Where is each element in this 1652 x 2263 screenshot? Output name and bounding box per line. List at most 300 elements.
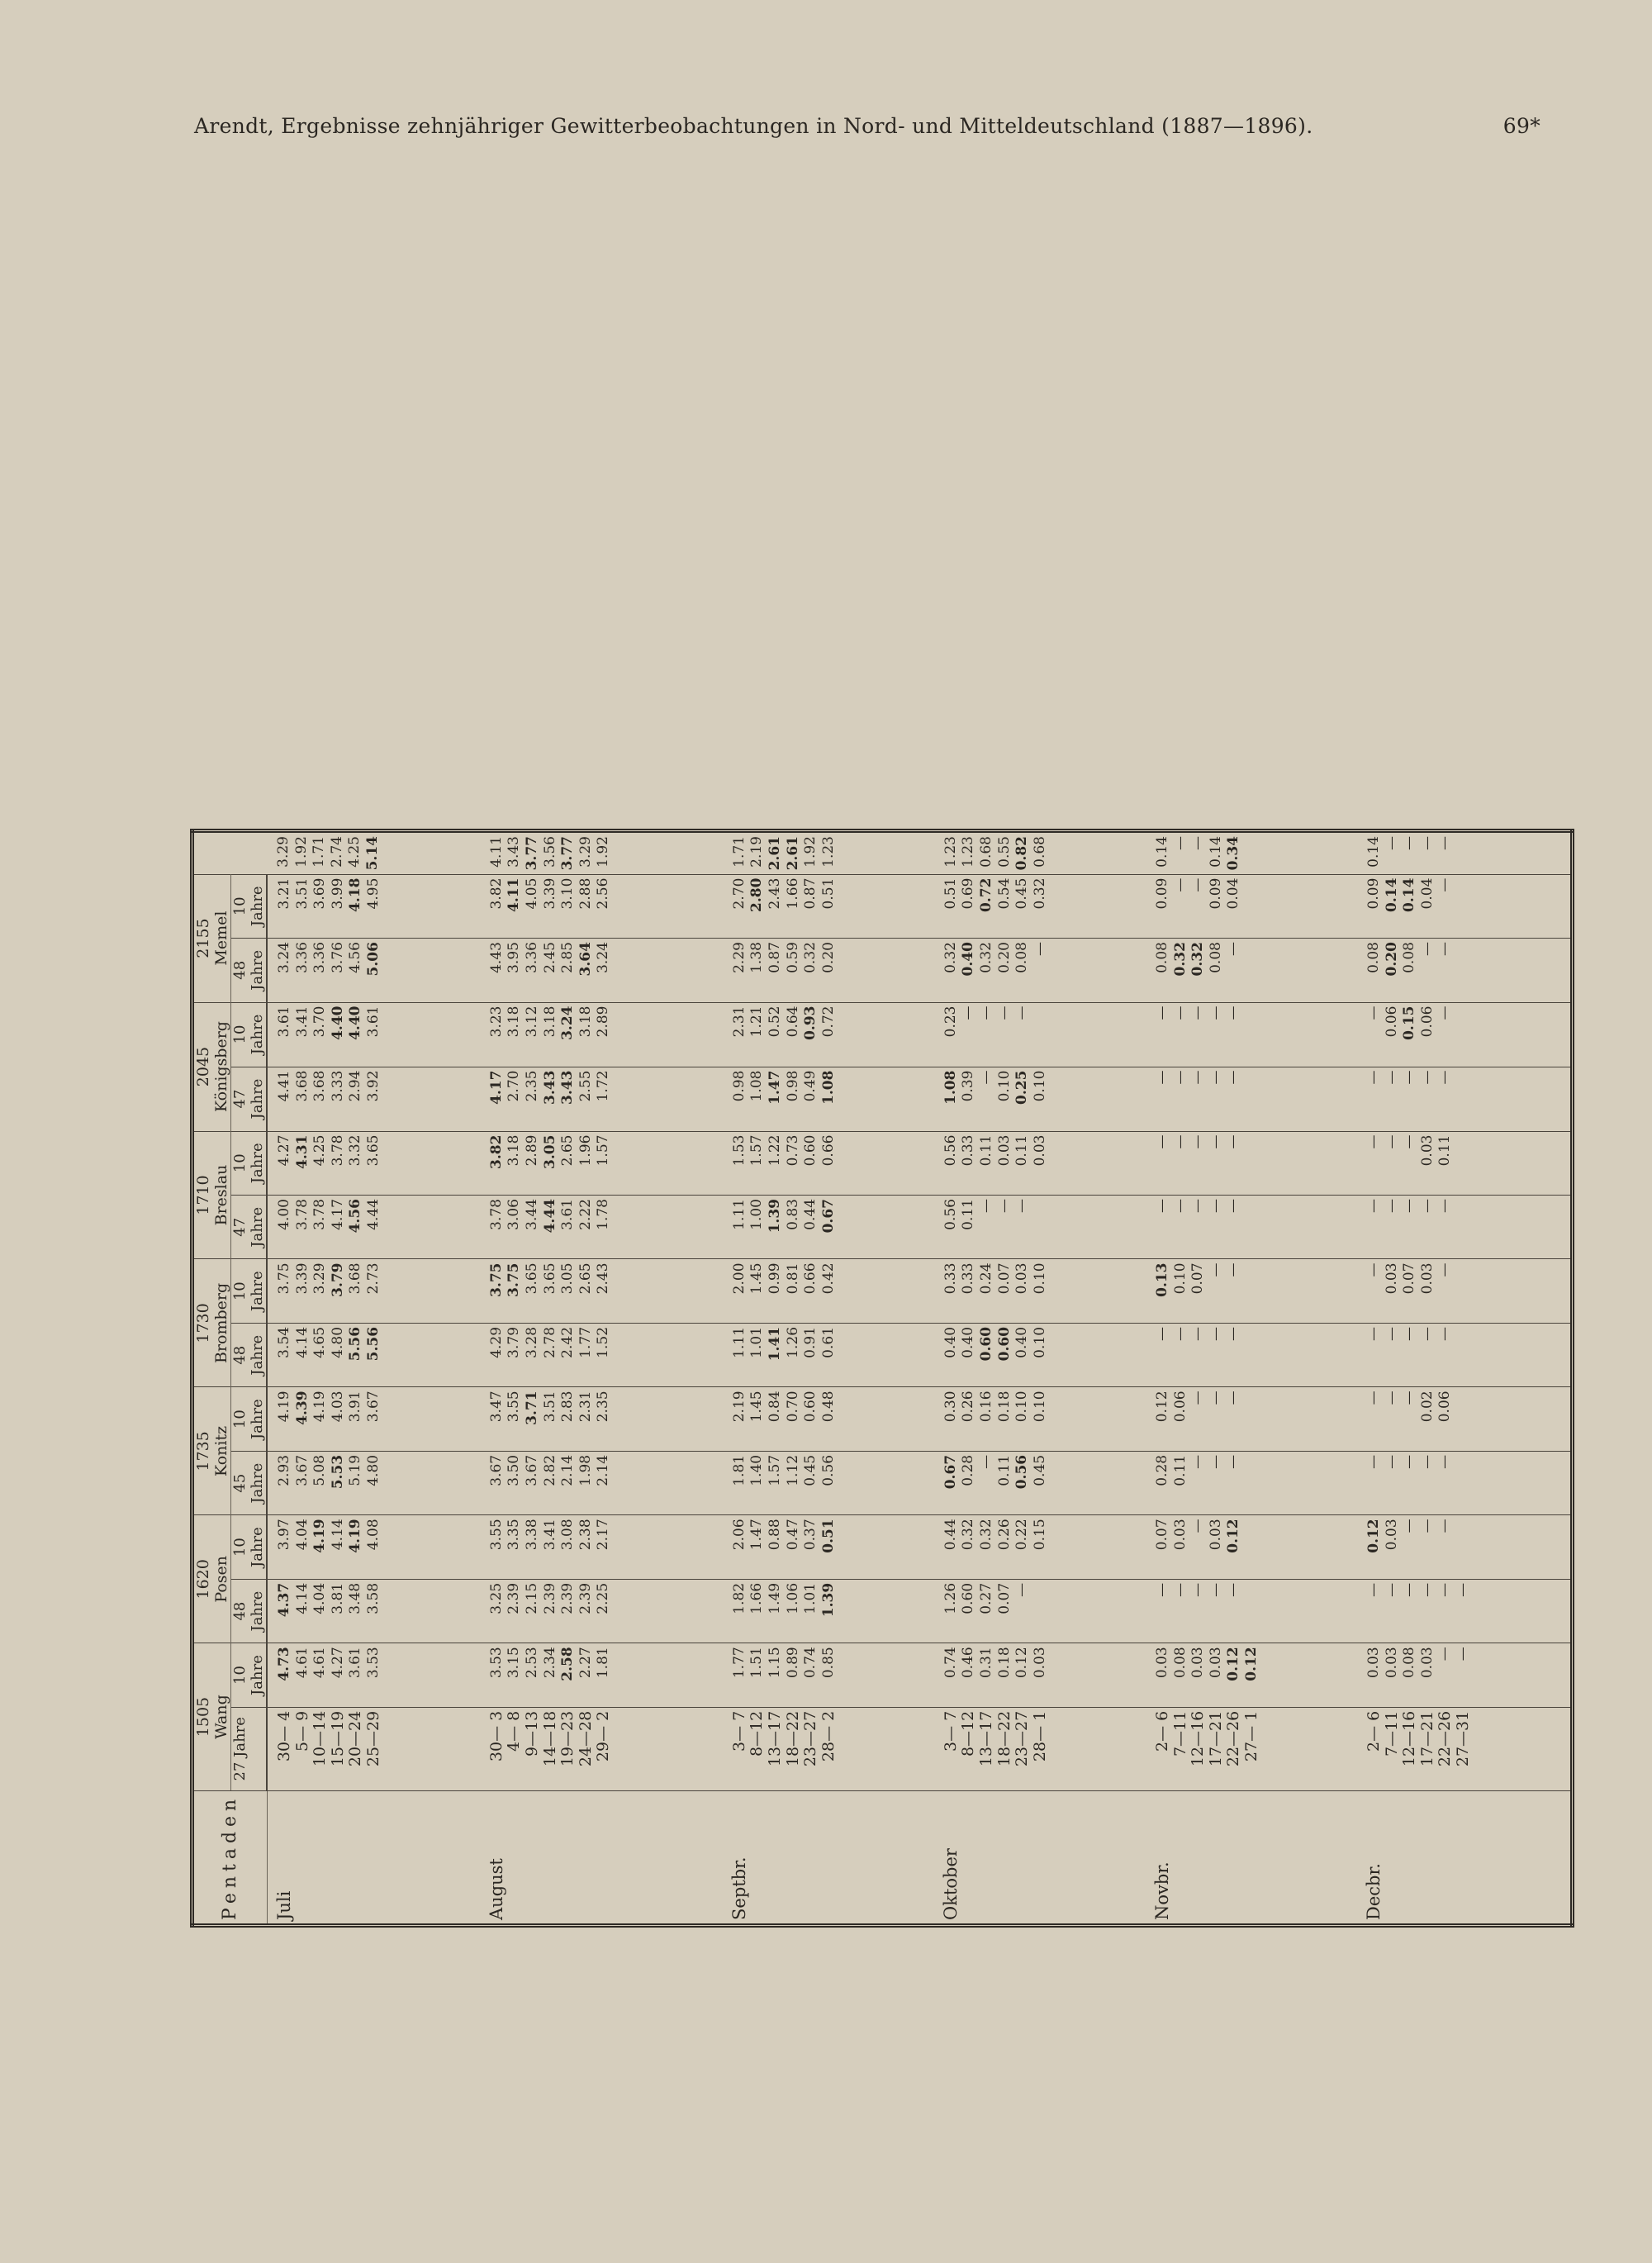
value-cell: 0.82 — [1014, 836, 1031, 871]
value-cell: 3.77 — [524, 836, 540, 871]
value-column — [1357, 1451, 1573, 1514]
pentad-label: 22—26 — [1436, 1710, 1455, 1767]
value-cell: 3.05 — [559, 1262, 577, 1295]
value-cell: 3.68 — [347, 1262, 364, 1295]
value-cell: — — [1383, 1391, 1400, 1405]
month-group-row — [267, 831, 480, 1926]
value-cell: 3.95 — [506, 942, 523, 973]
value-cell: 3.18 — [541, 1006, 558, 1038]
value-cell: 1.71 — [311, 836, 328, 868]
value-cell: 3.47 — [487, 1391, 505, 1423]
value-cell: — — [1365, 1006, 1382, 1020]
value-cell: 3.43 — [541, 1070, 558, 1105]
value-cell: 1.57 — [767, 1454, 784, 1486]
value-cell: 4.44 — [541, 1199, 558, 1234]
value-cell: 2.19 — [730, 1391, 748, 1423]
value-cell: 2.19 — [748, 836, 766, 868]
value-cell: 2.25 — [595, 1582, 612, 1614]
value-cell — [1455, 1519, 1473, 1575]
value-cell: 0.44 — [802, 1199, 819, 1230]
month-group-row — [1146, 831, 1357, 1926]
value-column — [1357, 1387, 1573, 1451]
value-cell: 3.71 — [524, 1391, 540, 1425]
value-column — [1146, 1387, 1357, 1451]
pentad-label: 20—24 — [346, 1710, 365, 1767]
value-cell: 0.12 — [1014, 1647, 1031, 1679]
value-cell: 0.56 — [819, 1454, 837, 1486]
value-cell — [1032, 1583, 1050, 1639]
value-cell: — — [1401, 1134, 1418, 1149]
value-column — [723, 874, 934, 938]
value-cell: 2.61 — [784, 836, 801, 871]
value-cell: — — [1365, 1326, 1382, 1341]
value-cell: 3.56 — [541, 836, 558, 868]
pentad-label: 23—27 — [801, 1710, 820, 1767]
value-cell: 0.33 — [942, 1262, 959, 1295]
value-cell: 3.61 — [347, 1647, 364, 1679]
value-cell: 0.73 — [784, 1134, 801, 1167]
value-column — [723, 1515, 934, 1579]
value-cell: — — [1365, 1199, 1382, 1214]
value-cell: 4.44 — [364, 1199, 382, 1230]
value-column — [1146, 1002, 1357, 1067]
value-cell: 0.12 — [1153, 1391, 1170, 1423]
value-cell: 0.51 — [819, 877, 837, 910]
value-column — [1146, 831, 1357, 875]
value-cell: 2.35 — [524, 1070, 540, 1102]
value-cell: 0.03 — [1031, 1647, 1048, 1679]
value-cell: 1.82 — [730, 1582, 748, 1614]
value-cell: 1.01 — [748, 1326, 766, 1358]
value-cell: 0.84 — [767, 1391, 784, 1423]
value-column — [267, 1196, 480, 1259]
value-cell: 3.38 — [524, 1519, 540, 1551]
value-cell — [1455, 1455, 1473, 1511]
value-cell: 1.66 — [784, 877, 801, 910]
value-cell: 3.79 — [506, 1326, 523, 1358]
value-cell: 2.82 — [541, 1454, 558, 1486]
value-cell: 4.61 — [311, 1647, 329, 1679]
value-cell: 3.39 — [293, 1262, 311, 1295]
value-cell: — — [1189, 1582, 1207, 1597]
value-cell: 0.32 — [1171, 942, 1189, 977]
pentaden-header: Pentaden — [192, 1790, 268, 1925]
value-cell: 0.54 — [995, 877, 1013, 910]
pentad-label: 30— 3 — [487, 1710, 506, 1762]
value-cell: — — [1401, 1199, 1418, 1214]
value-cell: 2.85 — [559, 942, 577, 973]
value-cell — [1455, 1327, 1473, 1383]
value-cell: 2.39 — [541, 1582, 558, 1614]
value-cell: 2.14 — [595, 1454, 612, 1486]
station-name: Memel — [212, 910, 230, 966]
value-cell: — — [1207, 1454, 1224, 1469]
value-cell: 3.65 — [524, 1262, 540, 1295]
pentad-label: 8—12 — [748, 1710, 767, 1757]
value-cell: 2.80 — [748, 877, 766, 912]
value-cell: 3.10 — [559, 877, 577, 910]
value-cell: 3.81 — [329, 1582, 346, 1614]
value-cell: — — [978, 1070, 995, 1085]
value-cell: 2.65 — [559, 1134, 577, 1167]
value-cell: 1.11 — [730, 1199, 748, 1230]
value-cell: 3.67 — [524, 1454, 540, 1486]
value-cell: 0.10 — [1031, 1326, 1048, 1358]
value-cell: 0.45 — [802, 1454, 819, 1486]
value-cell: 1.08 — [819, 1070, 837, 1105]
value-cell: 0.52 — [767, 1006, 784, 1038]
pentad-list — [934, 1707, 1146, 1790]
value-cell: — — [1365, 1391, 1382, 1405]
value-column — [723, 831, 934, 875]
value-cell: — — [1171, 1582, 1189, 1597]
value-column — [934, 874, 1146, 938]
value-cell: 0.31 — [978, 1647, 995, 1679]
value-cell: 3.76 — [329, 942, 346, 973]
value-column — [934, 831, 1146, 875]
value-cell — [1032, 1199, 1050, 1255]
value-cell: 0.20 — [995, 942, 1013, 973]
value-cell: 2.78 — [541, 1326, 558, 1358]
value-cell: 0.07 — [1401, 1262, 1418, 1295]
value-column — [267, 1131, 480, 1195]
value-cell: 1.92 — [595, 836, 612, 868]
value-cell: 0.59 — [784, 942, 801, 973]
value-cell: 2.00 — [730, 1262, 748, 1295]
value-cell: 3.44 — [524, 1199, 540, 1230]
value-cell: 0.08 — [1153, 942, 1170, 973]
value-cell: 0.14 — [1401, 877, 1418, 912]
value-column — [1357, 1259, 1573, 1323]
value-cell: 0.12 — [1242, 1647, 1260, 1681]
value-cell: 4.17 — [329, 1199, 346, 1230]
value-cell: 3.58 — [364, 1582, 382, 1614]
value-cell: 5.14 — [363, 836, 381, 871]
value-cell: 0.22 — [1014, 1519, 1031, 1551]
value-cell: 4.56 — [347, 942, 364, 973]
value-cell: — — [1401, 1326, 1418, 1341]
value-cell: 4.73 — [276, 1647, 292, 1681]
value-cell: — — [1171, 1006, 1189, 1020]
station-name: Wang — [212, 1695, 230, 1739]
value-cell: — — [1171, 1199, 1189, 1214]
value-cell: 0.10 — [1014, 1391, 1031, 1423]
value-cell: 2.53 — [524, 1647, 540, 1679]
value-cell: 0.69 — [960, 877, 977, 910]
month-group-row — [480, 831, 723, 1926]
month-label: Septbr. — [723, 1790, 934, 1925]
value-cell: 5.56 — [364, 1326, 382, 1362]
value-cell: 2.43 — [767, 877, 784, 910]
value-cell: 1.21 — [748, 1006, 766, 1038]
value-column — [1146, 939, 1357, 1002]
value-cell: 1.06 — [784, 1582, 801, 1614]
value-cell: 2.93 — [276, 1454, 292, 1486]
station-number: 1710 — [194, 1175, 212, 1215]
station-header-row — [192, 831, 231, 1926]
value-cell: 1.11 — [730, 1326, 748, 1358]
value-cell: 4.25 — [311, 1134, 329, 1167]
pentad-label: 28— 2 — [819, 1710, 838, 1762]
value-cell: 1.23 — [942, 836, 959, 868]
value-cell: — — [1153, 1134, 1170, 1149]
value-column — [723, 1067, 934, 1131]
value-cell — [1455, 878, 1473, 934]
value-column — [480, 1196, 723, 1259]
value-cell: 2.22 — [577, 1199, 594, 1230]
value-cell: 1.72 — [595, 1070, 612, 1102]
value-cell: 0.08 — [1401, 942, 1418, 973]
value-column — [723, 1643, 934, 1707]
years-header: 10 Jahre — [231, 1515, 268, 1579]
value-cell: 0.07 — [995, 1262, 1013, 1295]
value-cell: 4.27 — [276, 1134, 292, 1167]
years-header: 47 Jahre — [231, 1067, 268, 1131]
pentad-label: 24—28 — [576, 1710, 595, 1767]
value-column — [480, 1067, 723, 1131]
value-cell: 1.39 — [767, 1199, 784, 1234]
value-cell: — — [1189, 1134, 1207, 1149]
value-cell: 2.83 — [559, 1391, 577, 1423]
value-cell: 0.10 — [1031, 1391, 1048, 1423]
value-cell: 2.89 — [595, 1006, 612, 1038]
value-cell: — — [978, 1199, 995, 1214]
value-column — [723, 1131, 934, 1195]
value-column — [1146, 1451, 1357, 1514]
value-cell: 1.01 — [802, 1582, 819, 1614]
pentad-label: 27— 1 — [1241, 1710, 1260, 1762]
station-name: Posen — [212, 1555, 230, 1603]
value-cell: 0.34 — [1225, 836, 1242, 871]
years-header: 48 Jahre — [231, 1323, 268, 1386]
pentad-list — [267, 1707, 480, 1790]
pentad-label: 13—17 — [977, 1710, 996, 1767]
value-column — [934, 1579, 1146, 1643]
value-cell: 0.12 — [1225, 1519, 1242, 1553]
value-cell: 4.39 — [293, 1391, 311, 1425]
value-cell: 0.45 — [1031, 1454, 1048, 1486]
value-cell: 3.36 — [293, 942, 311, 973]
value-cell: 4.29 — [487, 1326, 505, 1358]
value-cell: 0.61 — [819, 1326, 837, 1358]
value-column — [1357, 1515, 1573, 1579]
value-cell: — — [1189, 1070, 1207, 1085]
page-header — [194, 114, 1549, 147]
pentad-label: 29— 2 — [594, 1710, 613, 1762]
value-cell: — — [1014, 1006, 1031, 1020]
value-cell: 4.19 — [347, 1519, 364, 1553]
value-cell: 0.32 — [960, 1519, 977, 1551]
value-cell: 2.39 — [577, 1582, 594, 1614]
value-cell: 0.55 — [995, 836, 1013, 868]
value-cell: 5.53 — [329, 1454, 346, 1490]
value-column — [934, 1387, 1146, 1451]
value-cell: 3.41 — [541, 1519, 558, 1551]
station-number: 1505 — [194, 1696, 212, 1738]
running-title: Arendt, Ergebnisse zehnjähriger Gewitterbeobachtungen in Nord- und Mitteldeutschland (1887—1896). — [194, 114, 1313, 138]
value-cell: 1.08 — [748, 1070, 766, 1102]
value-cell: 3.61 — [364, 1006, 382, 1038]
value-cell: 4.40 — [329, 1006, 346, 1040]
value-cell: 1.23 — [819, 836, 837, 868]
pentad-label: 14—18 — [540, 1710, 559, 1767]
pentad-label: 25—29 — [363, 1710, 382, 1767]
value-cell: 1.15 — [767, 1647, 784, 1679]
table-body — [267, 831, 1573, 1926]
value-cell: 0.02 — [1418, 1391, 1436, 1423]
value-cell: 0.18 — [995, 1391, 1013, 1423]
value-cell: 0.44 — [942, 1519, 959, 1551]
page-number: 69* — [1502, 114, 1540, 138]
value-cell: 3.43 — [559, 1070, 577, 1105]
value-cell: — — [1436, 1006, 1454, 1020]
value-cell: 3.15 — [506, 1647, 523, 1679]
value-cell: 3.78 — [311, 1199, 329, 1230]
station-header-konitz — [192, 1387, 231, 1515]
value-cell: 0.60 — [978, 1326, 995, 1362]
value-cell: 0.60 — [995, 1326, 1013, 1362]
value-cell: — — [1189, 1006, 1207, 1020]
value-cell: 2.58 — [559, 1647, 577, 1681]
value-cell: — — [1153, 1326, 1170, 1341]
value-cell: 0.12 — [1365, 1519, 1382, 1553]
pentad-label: 27—31 — [1453, 1710, 1472, 1767]
pentad-label: 9—13 — [523, 1710, 541, 1757]
value-cell: 1.47 — [767, 1070, 784, 1105]
value-cell: — — [1225, 1262, 1242, 1277]
value-cell: — — [1401, 1391, 1418, 1405]
value-cell: — — [1418, 836, 1436, 850]
value-cell: 3.65 — [364, 1134, 382, 1167]
value-cell: 0.81 — [784, 1262, 801, 1295]
station-name: Königsberg — [212, 1021, 230, 1113]
value-cell: 0.09 — [1153, 877, 1170, 910]
value-column — [934, 1451, 1146, 1514]
pentad-list — [1146, 1707, 1357, 1790]
value-cell: 0.03 — [1383, 1519, 1400, 1551]
value-column — [267, 1067, 480, 1131]
value-cell: 2.27 — [577, 1647, 594, 1679]
value-cell: 3.82 — [487, 877, 505, 910]
station-number: 2045 — [194, 1046, 212, 1087]
value-cell: 1.71 — [730, 836, 748, 868]
value-cell: 0.06 — [1383, 1006, 1400, 1038]
pentad-label: 30— 4 — [275, 1710, 293, 1762]
value-cell: 3.75 — [487, 1262, 505, 1297]
station-number: 2155 — [194, 918, 212, 958]
value-cell: 0.45 — [1014, 877, 1031, 910]
value-cell: — — [1207, 1391, 1224, 1405]
value-cell: 2.15 — [524, 1582, 540, 1614]
value-cell: 3.36 — [524, 942, 540, 973]
value-cell: 1.98 — [577, 1454, 594, 1486]
value-cell: 3.24 — [595, 942, 612, 973]
value-cell: 1.45 — [748, 1262, 766, 1295]
value-cell: — — [1225, 1134, 1242, 1149]
value-cell: 0.67 — [942, 1454, 959, 1490]
pentad-label: 18—22 — [995, 1710, 1014, 1767]
value-cell: 0.33 — [960, 1262, 977, 1295]
value-cell: 4.61 — [293, 1647, 311, 1679]
value-cell: 4.41 — [276, 1070, 292, 1102]
value-column — [1357, 831, 1573, 875]
value-column — [934, 1515, 1146, 1579]
value-cell — [1455, 1391, 1473, 1447]
value-cell — [1243, 1006, 1261, 1063]
value-column — [267, 1259, 480, 1323]
value-cell: — — [1207, 1006, 1224, 1020]
value-cell: 3.08 — [559, 1519, 577, 1551]
value-cell: 0.64 — [784, 1006, 801, 1038]
value-cell: 2.17 — [595, 1519, 612, 1551]
value-cell: — — [1436, 1454, 1454, 1469]
value-cell: 0.14 — [1383, 877, 1400, 912]
value-cell: 1.52 — [595, 1326, 612, 1358]
value-cell: 3.67 — [364, 1391, 382, 1423]
value-cell: — — [1031, 942, 1048, 957]
value-cell: 2.31 — [730, 1006, 748, 1038]
value-cell: 0.33 — [960, 1134, 977, 1167]
value-cell: 0.68 — [978, 836, 995, 868]
value-cell: 3.70 — [311, 1006, 329, 1038]
value-cell: 3.12 — [524, 1006, 540, 1038]
value-cell: 0.56 — [1014, 1454, 1031, 1490]
value-cell: — — [1418, 942, 1436, 957]
value-column — [723, 1323, 934, 1386]
value-cell — [1455, 1262, 1473, 1319]
value-cell: — — [995, 1006, 1013, 1020]
value-cell: 3.33 — [329, 1070, 346, 1102]
value-cell: — — [1225, 1391, 1242, 1405]
month-label: August — [480, 1790, 723, 1925]
value-cell: — — [978, 1006, 995, 1020]
value-cell: 3.55 — [487, 1519, 505, 1551]
value-cell: 1.40 — [748, 1454, 766, 1486]
value-cell: 0.30 — [942, 1391, 959, 1423]
value-cell: — — [1014, 1582, 1031, 1597]
value-cell: 3.69 — [311, 877, 329, 910]
value-column — [480, 1131, 723, 1195]
month-label: Oktober — [934, 1790, 1146, 1925]
value-column — [723, 1259, 934, 1323]
value-cell: 0.42 — [819, 1262, 837, 1295]
value-column — [723, 1451, 934, 1514]
value-cell: — — [1153, 1199, 1170, 1214]
pentad-label: 12—16 — [1189, 1710, 1208, 1767]
value-cell: 2.73 — [364, 1262, 382, 1295]
value-cell: 3.78 — [487, 1199, 505, 1230]
value-cell: 1.38 — [748, 942, 766, 973]
value-cell: 3.54 — [276, 1326, 292, 1358]
value-cell: 0.74 — [942, 1647, 959, 1679]
value-cell: 3.50 — [506, 1454, 523, 1486]
value-cell: 3.78 — [293, 1199, 311, 1230]
value-cell: 4.80 — [364, 1454, 382, 1486]
value-cell: — — [1171, 836, 1189, 850]
pentad-label: 19—23 — [558, 1710, 577, 1767]
value-cell: 5.56 — [347, 1326, 364, 1362]
value-cell: 0.09 — [1365, 877, 1382, 910]
value-cell: 0.60 — [802, 1134, 819, 1167]
value-cell: 0.15 — [1401, 1006, 1418, 1040]
value-cell — [1455, 942, 1473, 998]
value-cell: 0.08 — [1365, 942, 1382, 973]
value-cell: 0.24 — [978, 1262, 995, 1295]
value-cell: 0.32 — [942, 942, 959, 973]
value-cell: 0.32 — [978, 942, 995, 973]
years-header: 10 Jahre — [231, 1259, 268, 1323]
value-cell: — — [1436, 1582, 1454, 1597]
